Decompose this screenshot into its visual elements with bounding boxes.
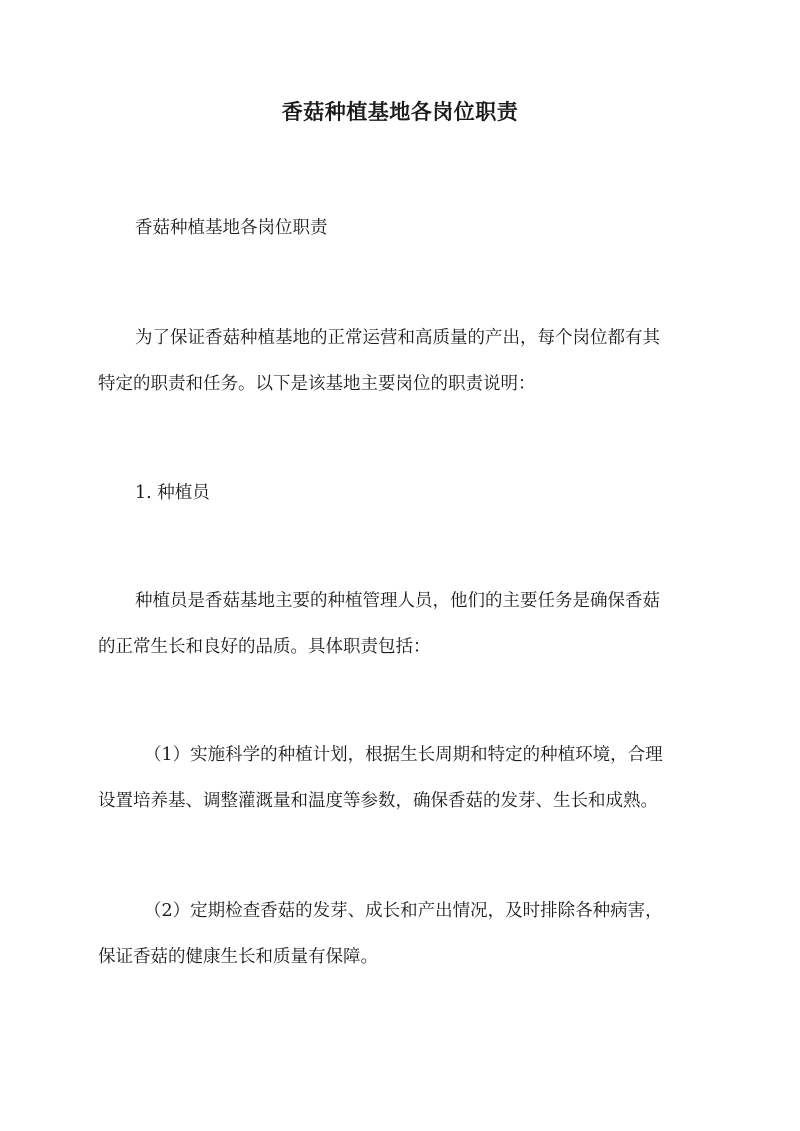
duty-item-1-line-1: （1）实施科学的种植计划，根据生长周期和特定的种植环境，合理 [144, 745, 663, 765]
document-title: 香菇种植基地各岗位职责 [281, 99, 519, 124]
planter-description-line-2: 的正常生长和良好的品质。具体职责包括： [98, 637, 431, 657]
duty-item-1-line-2: 设置培养基、调整灌溉量和温度等参数，确保香菇的发芽、生长和成熟。 [98, 791, 658, 811]
subtitle-text: 香菇种植基地各岗位职责 [135, 218, 328, 238]
section-heading-text: 1. 种植员 [135, 483, 210, 503]
planter-description-line-1: 种植员是香菇基地主要的种植管理人员，他们的主要任务是确保香菇 [135, 591, 660, 611]
duty-item-2-line-1: （2）定期检查香菇的发芽、成长和产出情况，及时排除各种病害， [144, 901, 663, 921]
document-subtitle [98, 205, 708, 251]
duty-item-2-line-2: 保证香菇的健康生长和质量有保障。 [98, 947, 378, 967]
intro-paragraph [98, 315, 708, 407]
intro-line-1: 为了保证香菇种植基地的正常运营和高质量的产出，每个岗位都有其 [135, 328, 660, 348]
planter-description [98, 578, 708, 670]
duty-item [98, 732, 708, 824]
section-heading-planter [98, 470, 708, 516]
intro-line-2: 特定的职责和任务。以下是该基地主要岗位的职责说明： [98, 374, 536, 394]
duty-item [98, 888, 708, 980]
